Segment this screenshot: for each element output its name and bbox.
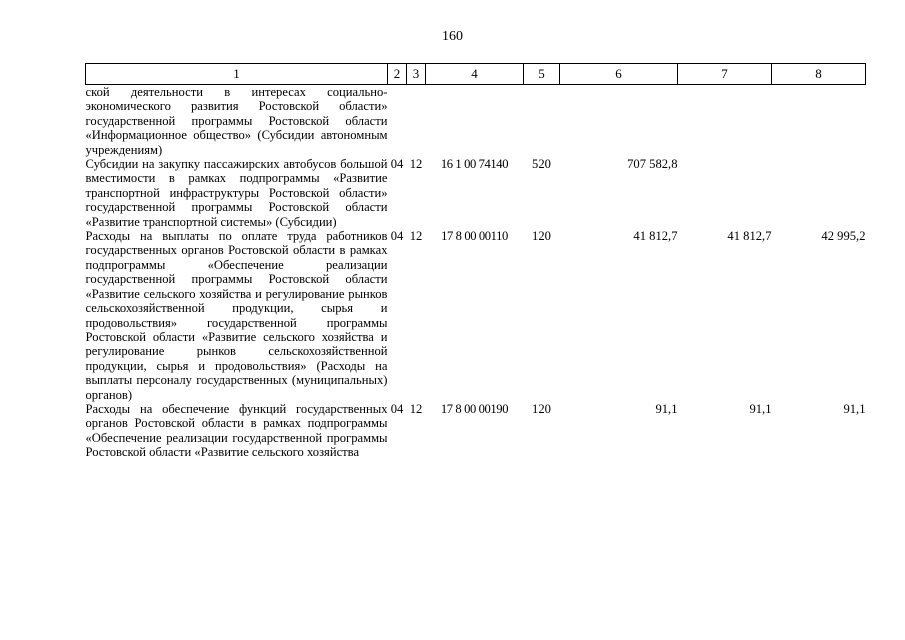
row-col-3: 12 bbox=[409, 401, 423, 416]
header-col-6: 6 bbox=[560, 64, 678, 85]
row-description: Расходы на обеспечение функций государственных органов Ростовской области в рамках подпрограммы «Обеспечение реализации государственной программы Ростовской области «Развитие сельского хозяйства bbox=[85, 401, 388, 460]
row-col-4: 17 8 00 00110 bbox=[441, 229, 508, 244]
row-description: Расходы на выплаты по оплате труда работников государственных органов Ростовской области в рамках подпрограммы «Обеспечение реализации государственной программы Ростовской области «Развитие сельского хозяйства и регулирование рынков сельскохозяйственной продукции, сырья и продовольствия» государственной программы Ростовской области «Развитие сельского хозяйства и регулирование рынков сельскохозяйственной продукции, сырья и продовольствия» (Расходы на выплаты персоналу государственных (муниципальных) органов) bbox=[85, 229, 388, 402]
header-col-4: 4 bbox=[426, 64, 524, 85]
header-col-7: 7 bbox=[678, 64, 772, 85]
row-col-5: 120 bbox=[532, 401, 551, 416]
row-col-7 bbox=[678, 157, 772, 229]
header-col-3: 3 bbox=[407, 64, 426, 85]
row-col-3: 12 bbox=[409, 157, 423, 172]
row-col-3 bbox=[407, 85, 426, 158]
row-col-2 bbox=[388, 85, 407, 158]
row-col-5: 520 bbox=[532, 157, 551, 172]
row-col-4: 17 8 00 00190 bbox=[440, 401, 509, 416]
table-header-row bbox=[86, 64, 866, 85]
row-description: ской деятельности в интересах социально-экономического развития Ростовской области» государственной программы Ростовской области «Информационное общество» (Субсидии автономным учреждениям) bbox=[85, 85, 388, 157]
row-col-8 bbox=[772, 85, 866, 158]
row-col-6: 707 582,8 bbox=[627, 157, 678, 172]
row-col-5: 120 bbox=[532, 229, 551, 244]
header-col-2: 2 bbox=[388, 64, 407, 85]
row-col-3: 12 bbox=[409, 229, 423, 244]
page-number: 160 bbox=[442, 29, 463, 44]
row-col-6: 41 812,7 bbox=[633, 229, 678, 244]
row-col-8: 91,1 bbox=[843, 401, 866, 416]
budget-table bbox=[85, 63, 866, 460]
table-row bbox=[86, 157, 866, 229]
row-col-2: 04 bbox=[390, 401, 404, 416]
table-row bbox=[86, 229, 866, 402]
row-col-6 bbox=[560, 85, 678, 158]
table-row bbox=[86, 402, 866, 460]
row-description: Субсидии на закупку пассажирских автобусов большой вместимости в рамках подпрограммы «Развитие транспортной инфраструктуры Ростовской области» государственной программы Ростовской области «Развитие транспортной системы» (Субсидии) bbox=[85, 157, 388, 229]
row-col-7: 41 812,7 bbox=[727, 229, 772, 244]
row-col-8 bbox=[772, 157, 866, 229]
row-col-2: 04 bbox=[390, 157, 404, 172]
header-col-5: 5 bbox=[524, 64, 560, 85]
row-col-4 bbox=[426, 85, 524, 158]
row-col-7 bbox=[678, 85, 772, 158]
header-col-1: 1 bbox=[86, 64, 388, 85]
header-col-8: 8 bbox=[772, 64, 866, 85]
row-col-5 bbox=[524, 85, 560, 158]
row-col-7: 91,1 bbox=[749, 401, 772, 416]
row-col-8: 42 995,2 bbox=[821, 229, 866, 244]
row-col-4: 16 1 00 74140 bbox=[440, 157, 509, 172]
row-col-2: 04 bbox=[390, 229, 404, 244]
table-row bbox=[86, 85, 866, 158]
row-col-6: 91,1 bbox=[655, 401, 678, 416]
